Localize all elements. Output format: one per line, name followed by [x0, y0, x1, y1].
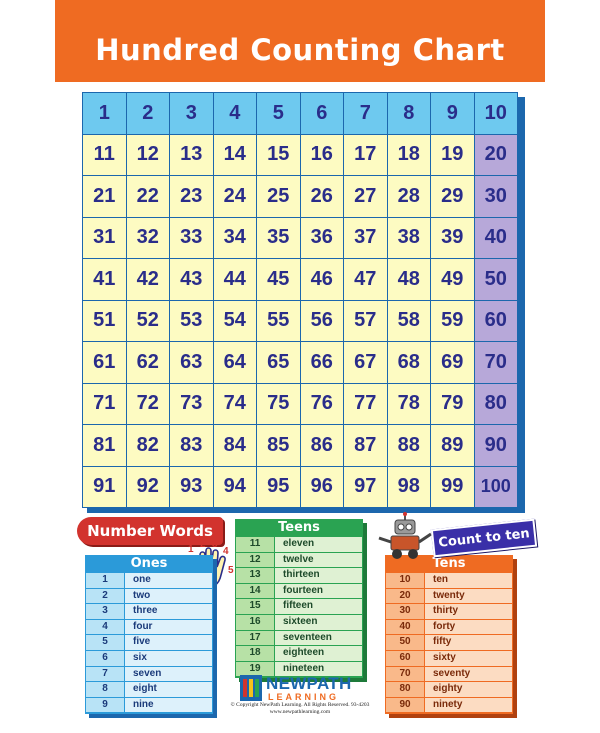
grid-cell: 65: [257, 342, 300, 383]
number-cell: 14: [236, 584, 275, 599]
tens-row: [386, 651, 512, 667]
word-cell: eighty: [425, 682, 512, 697]
grid-cell: 16: [301, 135, 344, 176]
grid-cell: 78: [388, 384, 431, 425]
grid-cell: 94: [214, 467, 257, 508]
grid-cell: 13: [170, 135, 213, 176]
number-words-label: Number Words: [77, 517, 223, 545]
grid-cell: 86: [301, 425, 344, 466]
tens-row: [386, 573, 512, 589]
tens-body: [385, 573, 513, 714]
grid-cell: 75: [257, 384, 300, 425]
website-line: www.newpathlearning.com: [269, 709, 331, 715]
word-cell: twelve: [275, 553, 362, 568]
grid-cell: 28: [388, 176, 431, 217]
grid-cell: 40: [475, 218, 518, 259]
grid-cell: 91: [83, 467, 126, 508]
grid-cell: 90: [475, 425, 518, 466]
number-cell: 60: [386, 651, 425, 666]
number-cell: 11: [236, 537, 275, 552]
grid-cell: 31: [83, 218, 126, 259]
teens-body: [235, 537, 363, 678]
grid-cell: 7: [344, 93, 387, 134]
grid-cell: 20: [475, 135, 518, 176]
number-cell: 40: [386, 620, 425, 635]
word-cell: two: [125, 589, 212, 604]
teens-title: Teens: [235, 519, 363, 537]
grid-cell: 49: [431, 259, 474, 300]
ones-row: [86, 682, 212, 698]
teens-row: [236, 584, 362, 600]
grid-cell: 47: [344, 259, 387, 300]
number-cell: 90: [386, 698, 425, 713]
robot-icon: [375, 512, 435, 564]
grid-cell: 95: [257, 467, 300, 508]
number-cell: 5: [86, 635, 125, 650]
tens-row: [386, 604, 512, 620]
number-cell: 1: [86, 573, 125, 588]
word-cell: forty: [425, 620, 512, 635]
ones-row: [86, 667, 212, 683]
word-cell: ten: [425, 573, 512, 588]
word-cell: nineteen: [275, 662, 362, 677]
grid-cell: 56: [301, 301, 344, 342]
grid-cell: 60: [475, 301, 518, 342]
grid-cell: 57: [344, 301, 387, 342]
grid-cell: 88: [388, 425, 431, 466]
grid-cell: 71: [83, 384, 126, 425]
grid-cell: 2: [127, 93, 170, 134]
grid-cell: 92: [127, 467, 170, 508]
number-cell: 80: [386, 682, 425, 697]
grid-cell: 32: [127, 218, 170, 259]
tens-row: [386, 667, 512, 683]
number-cell: 70: [386, 667, 425, 682]
grid-cell: 42: [127, 259, 170, 300]
grid-cell: 18: [388, 135, 431, 176]
page-title: Hundred Counting Chart: [95, 33, 505, 67]
grid-cell: 34: [214, 218, 257, 259]
word-cell: ninety: [425, 698, 512, 713]
ones-row: [86, 589, 212, 605]
grid-cell: 50: [475, 259, 518, 300]
grid-cell: 61: [83, 342, 126, 383]
grid-cell: 46: [301, 259, 344, 300]
word-cell: fifteen: [275, 599, 362, 614]
grid-cell: 41: [83, 259, 126, 300]
grid-cell: 87: [344, 425, 387, 466]
grid-cell: 21: [83, 176, 126, 217]
logo-name: NEWPATH: [266, 674, 352, 693]
word-cell: sixteen: [275, 615, 362, 630]
grid-cell: 64: [214, 342, 257, 383]
copyright-text: [205, 702, 395, 716]
number-cell: 12: [236, 553, 275, 568]
grid-cell: 66: [301, 342, 344, 383]
grid-cell: 62: [127, 342, 170, 383]
tens-row: [386, 682, 512, 698]
grid-cell: 83: [170, 425, 213, 466]
grid-cell: 26: [301, 176, 344, 217]
grid-cell: 53: [170, 301, 213, 342]
grid-cell: 33: [170, 218, 213, 259]
grid-cell: 30: [475, 176, 518, 217]
grid-cell: 67: [344, 342, 387, 383]
teens-row: [236, 615, 362, 631]
grid-cell: 12: [127, 135, 170, 176]
grid-cell: 98: [388, 467, 431, 508]
grid-cell: 22: [127, 176, 170, 217]
word-cell: fifty: [425, 635, 512, 650]
word-cell: five: [125, 635, 212, 650]
grid-cell: 48: [388, 259, 431, 300]
number-cell: 6: [86, 651, 125, 666]
hand-number: 4: [223, 546, 229, 557]
logo-sub: LEARNING: [268, 692, 339, 702]
grid-cell: 38: [388, 218, 431, 259]
grid-cell: 9: [431, 93, 474, 134]
ones-row: [86, 604, 212, 620]
grid-cell: 54: [214, 301, 257, 342]
grid-cell: 27: [344, 176, 387, 217]
grid-cell: 63: [170, 342, 213, 383]
grid-cell: 79: [431, 384, 474, 425]
number-cell: 9: [86, 698, 125, 713]
grid-cell: 69: [431, 342, 474, 383]
count-to-ten-badge: Count to ten: [431, 519, 537, 558]
number-cell: 10: [386, 573, 425, 588]
hand-number: 3: [212, 539, 218, 550]
number-cell: 17: [236, 631, 275, 646]
grid-cell: 82: [127, 425, 170, 466]
grid-cell: 89: [431, 425, 474, 466]
grid-cell: 76: [301, 384, 344, 425]
ones-row: [86, 635, 212, 651]
grid-cell: 43: [170, 259, 213, 300]
grid-cell: 58: [388, 301, 431, 342]
grid-cell: 85: [257, 425, 300, 466]
grid-cell: 68: [388, 342, 431, 383]
grid-cell: 19: [431, 135, 474, 176]
tens-row: [386, 589, 512, 605]
word-cell: fourteen: [275, 584, 362, 599]
grid-cell: 11: [83, 135, 126, 176]
grid-cell: 55: [257, 301, 300, 342]
teens-row: [236, 553, 362, 569]
grid-cell: 17: [344, 135, 387, 176]
grid-cell: 3: [170, 93, 213, 134]
number-cell: 50: [386, 635, 425, 650]
teens-table: [235, 519, 363, 678]
grid-cell: 51: [83, 301, 126, 342]
word-cell: twenty: [425, 589, 512, 604]
word-cell: eighteen: [275, 646, 362, 661]
grid-cell: 39: [431, 218, 474, 259]
number-cell: 7: [86, 667, 125, 682]
number-cell: 20: [386, 589, 425, 604]
grid-cell: 6: [301, 93, 344, 134]
grid-cell: 73: [170, 384, 213, 425]
teens-row: [236, 568, 362, 584]
word-cell: six: [125, 651, 212, 666]
grid-cell: 100: [475, 467, 518, 508]
hand-number: 5: [228, 565, 234, 576]
number-cell: 19: [236, 662, 275, 677]
word-cell: one: [125, 573, 212, 588]
grid-cell: 97: [344, 467, 387, 508]
tens-title: Tens: [385, 555, 513, 573]
grid-cell: 36: [301, 218, 344, 259]
word-cell: four: [125, 620, 212, 635]
hand-number: 1: [188, 544, 194, 555]
word-cell: eight: [125, 682, 212, 697]
teens-row: [236, 599, 362, 615]
ones-body: [85, 573, 213, 714]
number-cell: 3: [86, 604, 125, 619]
teens-row: [236, 537, 362, 553]
word-cell: seventeen: [275, 631, 362, 646]
hand-number: 2: [200, 539, 206, 550]
number-cell: 30: [386, 604, 425, 619]
grid-cell: 35: [257, 218, 300, 259]
number-cell: 4: [86, 620, 125, 635]
number-cell: 8: [86, 682, 125, 697]
grid-cell: 72: [127, 384, 170, 425]
grid-cell: 52: [127, 301, 170, 342]
number-cell: 15: [236, 599, 275, 614]
logo-mark-icon: [240, 675, 262, 701]
grid-cell: 29: [431, 176, 474, 217]
grid-cell: 70: [475, 342, 518, 383]
grid-cell: 5: [257, 93, 300, 134]
grid-cell: 1: [83, 93, 126, 134]
hundred-grid: [82, 92, 518, 508]
grid-cell: 8: [388, 93, 431, 134]
tens-table: [385, 555, 513, 714]
title-banner: [55, 0, 545, 82]
ones-row: [86, 573, 212, 589]
tens-row: [386, 635, 512, 651]
word-cell: eleven: [275, 537, 362, 552]
grid-cell: 80: [475, 384, 518, 425]
ones-row: [86, 651, 212, 667]
grid-cell: 81: [83, 425, 126, 466]
grid-cell: 96: [301, 467, 344, 508]
grid-cell: 44: [214, 259, 257, 300]
word-cell: seven: [125, 667, 212, 682]
grid-cell: 4: [214, 93, 257, 134]
grid-cell: 10: [475, 93, 518, 134]
tens-row: [386, 620, 512, 636]
number-cell: 13: [236, 568, 275, 583]
grid-cell: 99: [431, 467, 474, 508]
ones-row: [86, 698, 212, 714]
word-cell: thirty: [425, 604, 512, 619]
teens-row: [236, 631, 362, 647]
word-cell: seventy: [425, 667, 512, 682]
ones-row: [86, 620, 212, 636]
grid-cell: 23: [170, 176, 213, 217]
grid-cell: 59: [431, 301, 474, 342]
number-cell: 18: [236, 646, 275, 661]
word-cell: thirteen: [275, 568, 362, 583]
copyright-line: © Copyright NewPath Learning. All Rights Reserved. 93-4203: [230, 702, 370, 708]
ones-table: [85, 555, 213, 714]
grid-cell: 77: [344, 384, 387, 425]
grid-cell: 45: [257, 259, 300, 300]
grid-cell: 14: [214, 135, 257, 176]
grid-cell: 15: [257, 135, 300, 176]
word-cell: three: [125, 604, 212, 619]
grid-cell: 25: [257, 176, 300, 217]
grid-cell: 93: [170, 467, 213, 508]
number-cell: 16: [236, 615, 275, 630]
word-cell: sixty: [425, 651, 512, 666]
grid-cell: 24: [214, 176, 257, 217]
teens-row: [236, 646, 362, 662]
grid-cell: 74: [214, 384, 257, 425]
grid-cell: 84: [214, 425, 257, 466]
number-cell: 2: [86, 589, 125, 604]
tens-row: [386, 698, 512, 714]
ones-title: Ones: [85, 555, 213, 573]
word-cell: nine: [125, 698, 212, 713]
grid-cell: 37: [344, 218, 387, 259]
